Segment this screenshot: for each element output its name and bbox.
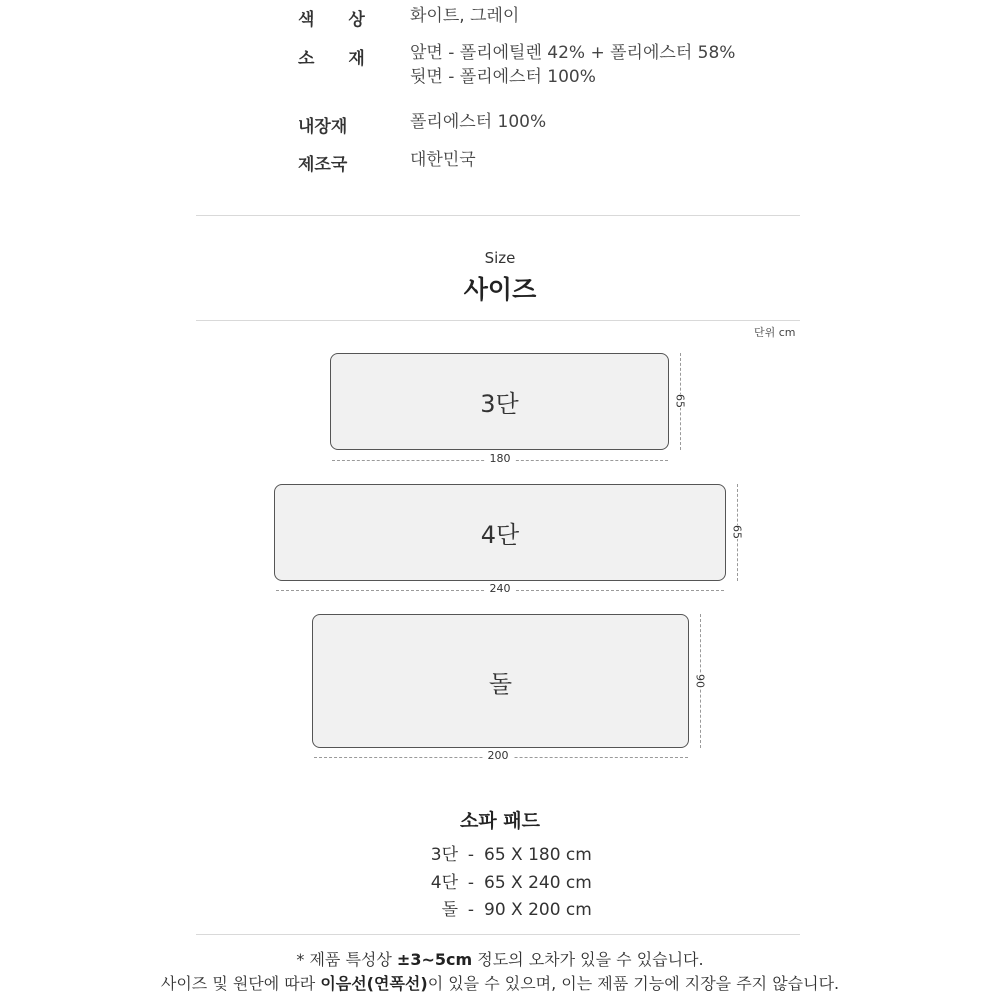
note-tolerance (0, 947, 1000, 970)
size-list-name: 돌 (441, 900, 458, 920)
size-title: 사이즈 (463, 275, 537, 304)
divider-bottom (196, 934, 800, 935)
divider-size (196, 320, 800, 321)
depth-label-dol: 90 (691, 674, 710, 688)
size-list-name: 4단 (430, 873, 458, 893)
size-list-dash: - (467, 873, 475, 893)
spec-label-color: 색 상 (298, 10, 379, 30)
note-seam-bold: 이음선(연폭선) (320, 974, 428, 993)
note-tolerance-post: 정도의 오차가 있을 수 있습니다. (472, 950, 704, 969)
pad-diagram-4dan (274, 484, 726, 581)
spec-value-origin: 대한민국 (410, 150, 476, 170)
size-list-dash: - (467, 900, 475, 920)
width-label-dol: 200 (483, 749, 514, 762)
unit-label: 단위 cm (754, 326, 796, 339)
divider-top (196, 215, 800, 216)
size-list-row (398, 840, 592, 865)
size-list-dims: 65 X 240 cm (484, 873, 592, 893)
spec-value-material-back: 뒷면 - 폴리에스터 100% (410, 67, 596, 87)
spec-value-color: 화이트, 그레이 (410, 6, 520, 26)
size-list-row (398, 868, 592, 893)
pad-diagram-3dan (330, 353, 669, 450)
pad-diagram-dol (312, 614, 689, 748)
depth-label-3dan: 65 (671, 394, 690, 408)
pad-label-4dan: 4단 (480, 521, 520, 549)
size-list-dims: 90 X 200 cm (484, 900, 592, 920)
depth-label-4dan: 65 (728, 525, 747, 539)
spec-label-filling: 내장재 (298, 117, 348, 137)
size-list-dash: - (467, 845, 475, 865)
spec-label-origin: 제조국 (298, 155, 348, 175)
size-list-name: 3단 (430, 845, 458, 865)
note-seam-post: 이 있을 수 있으며, 이는 제품 기능에 지장을 주지 않습니다. (427, 974, 840, 993)
size-subtitle: Size (484, 249, 516, 267)
note-tolerance-bold: ±3~5cm (396, 950, 473, 969)
spec-value-material-front: 앞면 - 폴리에틸렌 42% + 폴리에스터 58% (410, 43, 736, 63)
pad-label-3dan: 3단 (480, 390, 519, 418)
spec-label-material: 소 재 (298, 49, 379, 69)
width-label-4dan: 240 (485, 582, 516, 595)
size-list-title: 소파 패드 (459, 810, 541, 832)
size-list-dims: 65 X 180 cm (484, 845, 592, 865)
width-label-3dan: 180 (485, 452, 516, 465)
size-list-row (398, 895, 592, 920)
note-seam-pre: 사이즈 및 원단에 따라 (160, 974, 321, 993)
note-seam (0, 971, 1000, 994)
spec-value-filling: 폴리에스터 100% (410, 112, 547, 132)
pad-label-dol: 돌 (488, 669, 513, 698)
note-tolerance-pre: * 제품 특성상 (296, 950, 397, 969)
